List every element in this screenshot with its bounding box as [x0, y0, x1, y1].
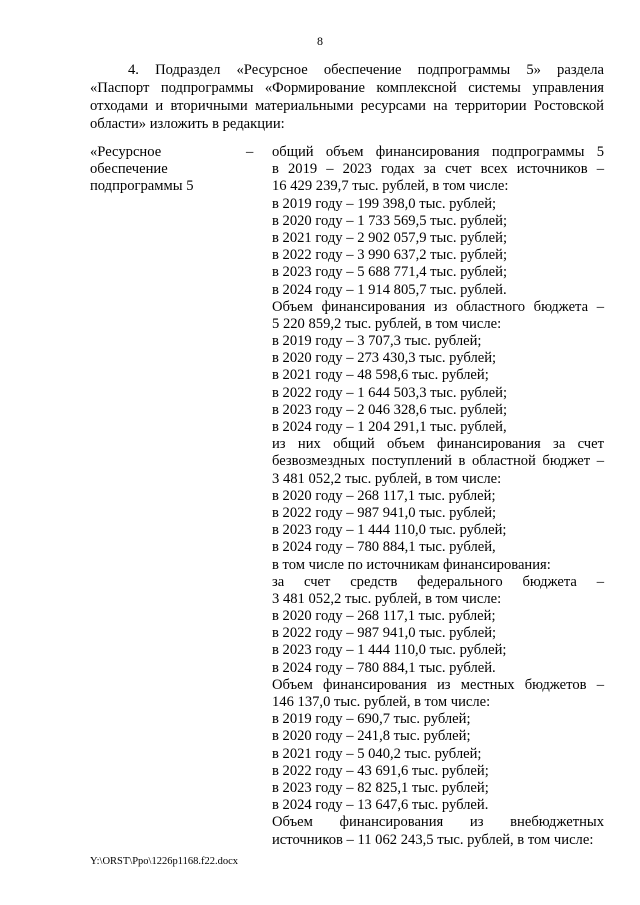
financing-line: в 2024 году – 1 204 291,1 тыс. рублей,: [272, 419, 507, 435]
financing-line: в 2020 году – 273 430,3 тыс. рублей;: [272, 350, 497, 367]
label-line: обеспечение: [90, 161, 168, 178]
label-line: подпрограммы 5: [90, 178, 194, 195]
financing-line: в 2022 году – 1 644 503,3 тыс. рублей;: [272, 384, 508, 401]
financing-line: Объем финансирования из внебюджетных: [272, 814, 604, 831]
financing-line: в 2022 году – 987 941,0 тыс. рублей;: [272, 625, 497, 642]
financing-line: 5 220 859,2 тыс. рублей, в том числе:: [272, 315, 502, 332]
financing-line: в 2021 году – 2 902 057,9 тыс. рублей;: [272, 229, 508, 246]
intro-line: «Паспорт подпрограммы «Формирование комплексной системы управления: [90, 80, 604, 96]
financing-line: безвозмездных поступлений в областной бюджет –: [272, 453, 604, 470]
intro-line: области» изложить в редакции:: [90, 116, 285, 132]
file-path: Y:\ORST\Ppo\1226p1168.f22.docx: [90, 856, 238, 867]
financing-line: в 2022 году – 43 691,6 тыс. рублей;: [272, 762, 489, 779]
intro-line: отходами и вторичными материальными ресурсами на территории Ростовской: [90, 98, 604, 114]
financing-line: в 2020 году – 268 117,1 тыс. рублей;: [272, 487, 496, 504]
intro-paragraph: [90, 61, 604, 133]
financing-line: в 2020 году – 1 733 569,5 тыс. рублей;: [272, 212, 508, 229]
financing-line: источников – 11 062 243,5 тыс. рублей, в том числе:: [272, 831, 594, 848]
financing-line: из них общий объем финансирования за счет: [272, 436, 604, 453]
financing-line: 3 481 052,2 тыс. рублей, в том числе:: [272, 590, 502, 607]
label-line: «Ресурсное: [90, 144, 162, 160]
financing-line: в 2023 году – 2 046 328,6 тыс. рублей;: [272, 401, 508, 418]
financing-line: в 2019 – 2023 годах за счет всех источников –: [272, 161, 604, 178]
financing-line: в 2023 году – 1 444 110,0 тыс. рублей;: [272, 642, 507, 659]
financing-line: за счет средств федерального бюджета –: [272, 573, 604, 590]
financing-line: в 2019 году – 690,7 тыс. рублей;: [272, 711, 471, 728]
page-number: 8: [317, 34, 323, 48]
financing-line: в том числе по источникам финансирования:: [272, 556, 551, 573]
financing-line: в 2024 году – 1 914 805,7 тыс. рублей.: [272, 281, 507, 298]
financing-line: Объем финансирования из областного бюджета –: [272, 298, 604, 315]
resource-label: [90, 144, 220, 196]
label-dash: –: [246, 144, 254, 160]
financing-line: в 2024 году – 13 647,6 тыс. рублей.: [272, 797, 489, 814]
financing-line: в 2019 году – 199 398,0 тыс. рублей;: [272, 195, 497, 212]
financing-line: в 2021 году – 5 040,2 тыс. рублей;: [272, 745, 482, 762]
financing-line: 3 481 052,2 тыс. рублей, в том числе:: [272, 470, 502, 487]
financing-line: Объем финансирования из местных бюджетов –: [272, 676, 604, 693]
intro-line: 4. Подраздел «Ресурсное обеспечение подпрограммы 5» раздела: [128, 62, 604, 78]
financing-line: в 2024 году – 780 884,1 тыс. рублей.: [272, 659, 496, 676]
financing-line: в 2020 году – 268 117,1 тыс. рублей;: [272, 608, 496, 625]
financing-line: в 2023 году – 1 444 110,0 тыс. рублей;: [272, 522, 507, 539]
financing-line: в 2023 году – 82 825,1 тыс. рублей;: [272, 779, 489, 796]
financing-line: 146 137,0 тыс. рублей, в том числе:: [272, 694, 491, 710]
financing-line: в 2020 году – 241,8 тыс. рублей;: [272, 728, 471, 745]
financing-line: в 2019 году – 3 707,3 тыс. рублей;: [272, 333, 482, 350]
financing-line: в 2023 году – 5 688 771,4 тыс. рублей;: [272, 264, 508, 281]
financing-line: в 2024 году – 780 884,1 тыс. рублей,: [272, 539, 496, 556]
financing-line: в 2022 году – 3 990 637,2 тыс. рублей;: [272, 247, 508, 264]
financing-line: в 2022 году – 987 941,0 тыс. рублей;: [272, 504, 497, 521]
financing-line: общий объем финансирования подпрограммы 5: [272, 144, 604, 160]
financing-line: 16 429 239,7 тыс. рублей, в том числе:: [272, 178, 509, 195]
financing-details: [272, 144, 604, 849]
financing-line: в 2021 году – 48 598,6 тыс. рублей;: [272, 367, 489, 384]
